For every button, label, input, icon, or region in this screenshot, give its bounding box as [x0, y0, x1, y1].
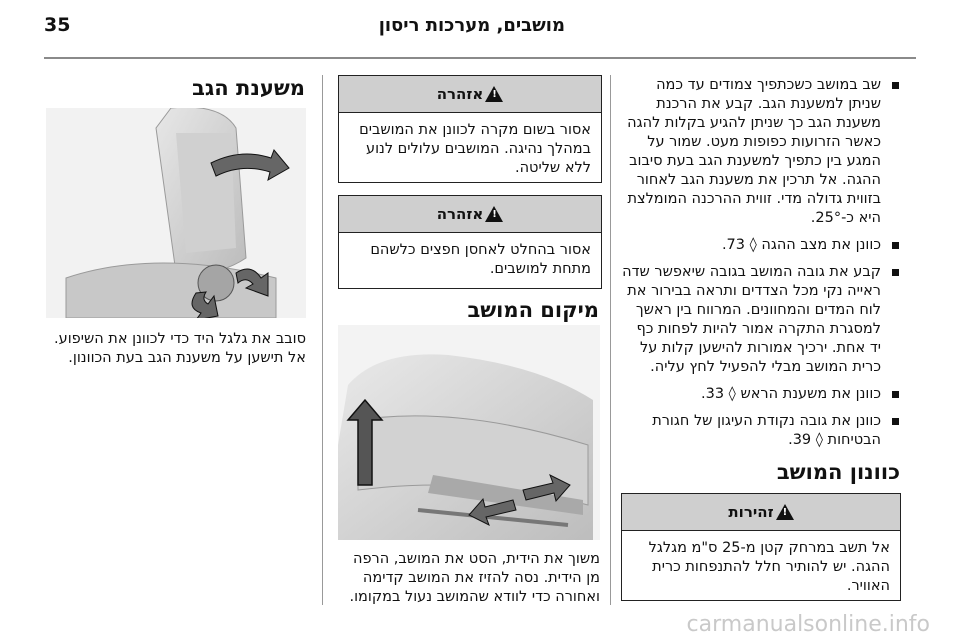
- instruction-list: [621, 76, 899, 458]
- warning-box-2: [338, 195, 602, 289]
- page-number: 35: [44, 14, 71, 36]
- list-item: כוונן את מצב ההגה ◊ 73.: [621, 236, 899, 255]
- seat-position-illustration: [338, 325, 600, 540]
- backrest-caption: סובב את גלגל היד כדי לכוונן את השיפוע. אל תישען על משענת הגב בעת הכוונון.: [54, 331, 306, 366]
- warning-triangle-icon: [485, 206, 503, 222]
- caution-box: [621, 493, 901, 601]
- warning-box-1: [338, 75, 602, 183]
- warning-header-2: ! אזהרה: [339, 196, 601, 233]
- seat-position-caption: משוך את הידית, הסט את המושב, הרפה מן הידית. נסה להזיז את המושב קדימה ואחורה כדי לוודא שהמושב נעול במקומו.: [349, 551, 600, 605]
- bullet-square-icon: [892, 82, 899, 89]
- caution-text: אל תשב במרחק קטן מ-25 ס"מ מגלגל ההגה. יש להותיר חלל להתנפחות כרית האוויר.: [648, 540, 890, 594]
- warning-triangle-icon: [485, 86, 503, 102]
- header-rule: [44, 57, 916, 59]
- warning-text-1: אסור בשום מקרה לכוונן את המושבים במהלך נהיגה. המושבים עלולים לנוע ללא שליטה.: [359, 122, 591, 176]
- backrest-drawing: [46, 108, 306, 318]
- list-item: שב במושב כשכתפיך צמודים עד כמה שניתן למשענת הגב. קבע את הרכנת משענת הגב כך שניתן להגיע בקלות להגה כאשר הזרועות כפופות מעט. שמור על המגע בין כתפיך למשענת הגב בעת סיבוב ההגה. אל תרכין את משענת הגב לאחור בזווית גדולה מדי. זווית ההרכנה המומלצת היא כ-25°.: [621, 76, 899, 228]
- list-item: כוונן את גובה נקודת העיגון של חגורת הבטיחות ◊ 39.: [621, 412, 899, 450]
- bullet-square-icon: [892, 418, 899, 425]
- section-title-seat-position: מיקום המושב: [467, 298, 599, 322]
- bullet-square-icon: [892, 242, 899, 249]
- column-separator-right: [610, 75, 611, 605]
- seat-rails-drawing: [338, 325, 600, 540]
- backrest-illustration: [46, 108, 306, 318]
- warning-triangle-icon: [776, 504, 794, 520]
- list-item: קבע את גובה המושב בגובה שיאפשר שדה ראייה נקי מכל הצדדים ותראה בבירור את לוח המדים והמחוונים. המרווח בין ראשך למסגרת התקרה אמור להיות לפחות כף יד אחת. ירכיך אמורות להישען קלות על כרית המושב מבלי להפעיל לחץ עליה.: [621, 263, 899, 377]
- bullet-square-icon: [892, 391, 899, 398]
- list-item: כוונן את משענת הראש ◊ 33.: [621, 385, 899, 404]
- bullet-square-icon: [892, 269, 899, 276]
- warning-header-1: ! אזהרה: [339, 76, 601, 113]
- warning-text-2: אסור בהחלט לאחסן חפצים כלשהם מתחת למושבים.: [370, 242, 591, 277]
- section-title-seat-adjustment: כוונון המושב: [776, 460, 900, 484]
- section-title-backrest: משענת הגב: [192, 76, 305, 100]
- caution-header: ! זהירות: [622, 494, 900, 531]
- watermark: carmanualsonline.info: [686, 612, 930, 637]
- page-title: מושבים, מערכות ריסון: [378, 15, 565, 36]
- column-separator-left: [322, 75, 323, 605]
